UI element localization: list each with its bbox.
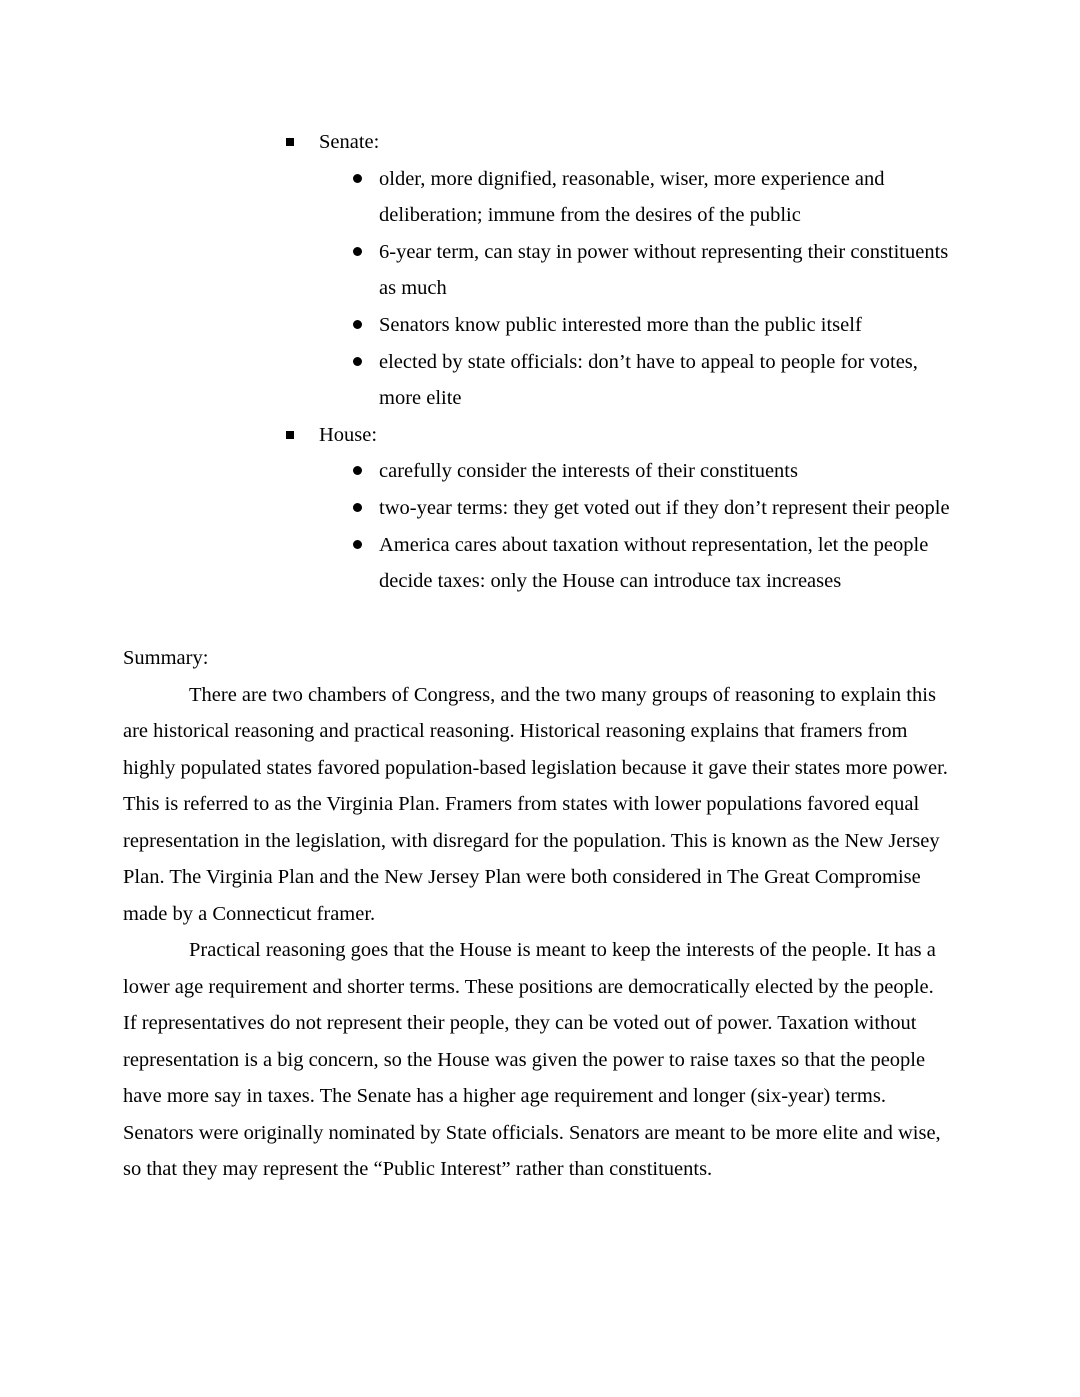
list-item <box>0 344 1080 417</box>
list-item-text: 6-year term, can stay in power without representing their constituents as much <box>379 240 949 300</box>
list-item <box>0 527 1080 600</box>
disc-bullet-icon <box>353 357 362 366</box>
square-bullet-icon <box>286 138 294 146</box>
list-item-text: elected by state officials: don’t have to appeal to people for votes, more elite <box>379 350 918 410</box>
outline-item-label: Senate: <box>319 131 380 153</box>
list-item <box>0 234 1080 307</box>
disc-bullet-icon <box>353 466 362 475</box>
list-item-text: Senators know public interested more than the public itself <box>379 313 862 336</box>
disc-bullet-icon <box>353 174 362 183</box>
list-item-text: carefully consider the interests of their constituents <box>379 460 798 483</box>
summary-paragraph-1: There are two chambers of Congress, and the two many groups of reasoning to explain this are historical reasoning and practical reasoning. Historical reasoning explains that framers from highly populated states favored population-based legislation because it gave their states more power. This is referred to as the Virginia Plan. Framers from states with lower populations favored equal representation in the legislation, with disregard for the population. This is known as the New Jersey Plan. The Virginia Plan and the New Jersey Plan were both considered in The Great Compromise made by a Connecticut framer. <box>123 683 948 925</box>
list-item <box>0 453 1080 490</box>
outline-list <box>0 124 1080 600</box>
outline-item-label: House: <box>319 423 378 446</box>
list-item-text: older, more dignified, reasonable, wiser, more experience and deliberation; immune from the desires of the public <box>379 167 885 227</box>
list-item <box>0 490 1080 527</box>
summary-section <box>123 640 952 1188</box>
square-bullet-icon <box>286 431 294 439</box>
outline-item-house <box>0 417 1080 454</box>
disc-bullet-icon <box>353 503 362 512</box>
disc-bullet-icon <box>353 540 362 549</box>
disc-bullet-icon <box>353 320 362 329</box>
list-item-text: two-year terms: they get voted out if they don’t represent their people <box>379 496 950 519</box>
disc-bullet-icon <box>353 247 362 256</box>
summary-paragraph-2: Practical reasoning goes that the House is meant to keep the interests of the people. It has a lower age requirement and shorter terms. These positions are democratically elected by the people. If representatives do not represent their people, they can be voted out of power. Taxation without representation is a big concern, so the House was given the power to raise taxes so that the people have more say in taxes. The Senate has a higher age requirement and longer (six-year) terms. Senators were originally nominated by State officials. Senators are meant to be more elite and wise, so that they may represent the “Public Interest” rather than constituents. <box>123 939 941 1180</box>
list-item <box>0 307 1080 344</box>
summary-heading: Summary: <box>123 647 209 669</box>
list-item <box>0 161 1080 234</box>
outline-item-senate <box>0 124 1080 161</box>
list-item-text: America cares about taxation without representation, let the people decide taxes: only the House can introduce tax increases <box>379 533 929 593</box>
